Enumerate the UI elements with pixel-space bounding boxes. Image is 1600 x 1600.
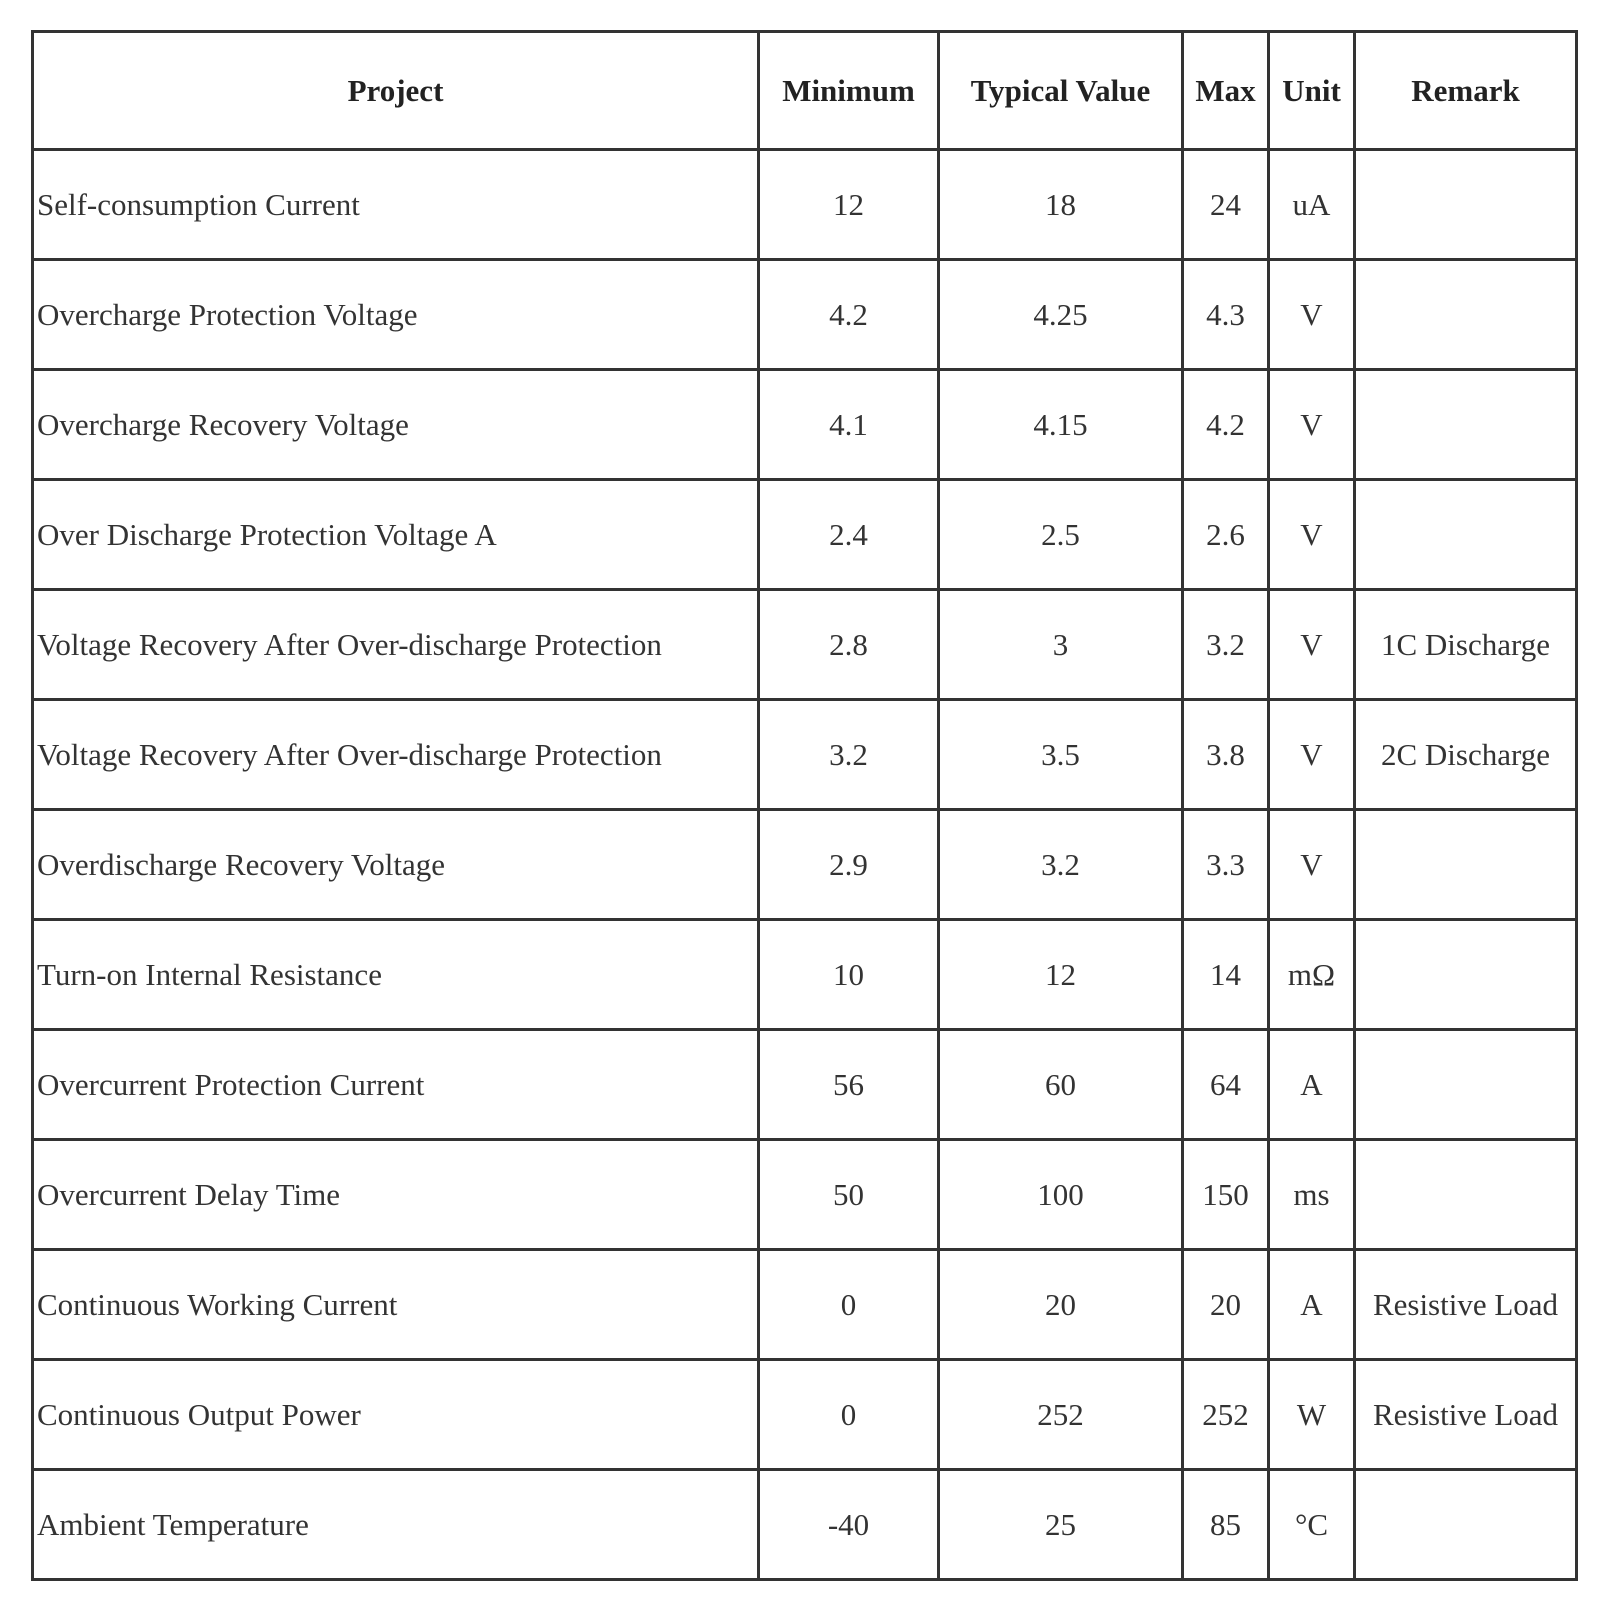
cell-typical-value: 252 <box>939 1360 1183 1470</box>
cell-minimum: 50 <box>759 1140 939 1250</box>
cell-project: Voltage Recovery After Over-discharge Protection <box>33 590 759 700</box>
cell-typical-value: 25 <box>939 1470 1183 1580</box>
cell-max: 3.2 <box>1183 590 1269 700</box>
cell-max: 20 <box>1183 1250 1269 1360</box>
header-max: Max <box>1183 32 1269 150</box>
cell-remark: Resistive Load <box>1355 1250 1577 1360</box>
cell-typical-value: 18 <box>939 150 1183 260</box>
cell-minimum: 4.2 <box>759 260 939 370</box>
cell-minimum: 10 <box>759 920 939 1030</box>
cell-typical-value: 100 <box>939 1140 1183 1250</box>
cell-unit: mΩ <box>1269 920 1355 1030</box>
cell-max: 14 <box>1183 920 1269 1030</box>
cell-project: Ambient Temperature <box>33 1470 759 1580</box>
cell-typical-value: 3.5 <box>939 700 1183 810</box>
cell-project: Overcurrent Delay Time <box>33 1140 759 1250</box>
table-row <box>33 590 1577 700</box>
cell-typical-value: 3.2 <box>939 810 1183 920</box>
cell-minimum: 56 <box>759 1030 939 1140</box>
cell-remark: Resistive Load <box>1355 1360 1577 1470</box>
cell-max: 85 <box>1183 1470 1269 1580</box>
cell-project: Overdischarge Recovery Voltage <box>33 810 759 920</box>
cell-minimum: 3.2 <box>759 700 939 810</box>
table-row <box>33 1140 1577 1250</box>
table-row <box>33 260 1577 370</box>
cell-max: 3.8 <box>1183 700 1269 810</box>
cell-unit: V <box>1269 590 1355 700</box>
cell-unit: A <box>1269 1250 1355 1360</box>
cell-remark <box>1355 1030 1577 1140</box>
cell-project: Continuous Output Power <box>33 1360 759 1470</box>
cell-remark: 2C Discharge <box>1355 700 1577 810</box>
cell-project: Turn-on Internal Resistance <box>33 920 759 1030</box>
cell-remark <box>1355 1470 1577 1580</box>
cell-max: 64 <box>1183 1030 1269 1140</box>
cell-remark <box>1355 260 1577 370</box>
cell-remark <box>1355 480 1577 590</box>
cell-unit: uA <box>1269 150 1355 260</box>
cell-unit: °C <box>1269 1470 1355 1580</box>
cell-typical-value: 20 <box>939 1250 1183 1360</box>
table-row <box>33 920 1577 1030</box>
table-row <box>33 1470 1577 1580</box>
cell-remark <box>1355 370 1577 480</box>
table-row <box>33 1030 1577 1140</box>
cell-max: 4.3 <box>1183 260 1269 370</box>
cell-minimum: 0 <box>759 1250 939 1360</box>
cell-typical-value: 4.15 <box>939 370 1183 480</box>
table-body <box>33 150 1577 1580</box>
cell-remark <box>1355 150 1577 260</box>
table-row <box>33 370 1577 480</box>
header-project: Project <box>33 32 759 150</box>
cell-minimum: 2.8 <box>759 590 939 700</box>
cell-typical-value: 3 <box>939 590 1183 700</box>
cell-minimum: 0 <box>759 1360 939 1470</box>
cell-typical-value: 2.5 <box>939 480 1183 590</box>
cell-max: 4.2 <box>1183 370 1269 480</box>
table-row <box>33 1250 1577 1360</box>
spec-table <box>31 30 1578 1581</box>
cell-remark <box>1355 920 1577 1030</box>
header-remark: Remark <box>1355 32 1577 150</box>
cell-typical-value: 12 <box>939 920 1183 1030</box>
cell-minimum: 2.9 <box>759 810 939 920</box>
cell-unit: ms <box>1269 1140 1355 1250</box>
header-row <box>33 32 1577 150</box>
cell-project: Overcurrent Protection Current <box>33 1030 759 1140</box>
cell-project: Overcharge Protection Voltage <box>33 260 759 370</box>
cell-project: Continuous Working Current <box>33 1250 759 1360</box>
cell-unit: V <box>1269 700 1355 810</box>
cell-unit: V <box>1269 370 1355 480</box>
table-header <box>33 32 1577 150</box>
cell-max: 2.6 <box>1183 480 1269 590</box>
cell-project: Self-consumption Current <box>33 150 759 260</box>
cell-remark: 1C Discharge <box>1355 590 1577 700</box>
cell-max: 24 <box>1183 150 1269 260</box>
cell-minimum: 12 <box>759 150 939 260</box>
cell-max: 252 <box>1183 1360 1269 1470</box>
cell-remark <box>1355 1140 1577 1250</box>
cell-minimum: 2.4 <box>759 480 939 590</box>
cell-project: Voltage Recovery After Over-discharge Protection <box>33 700 759 810</box>
cell-max: 3.3 <box>1183 810 1269 920</box>
cell-project: Over Discharge Protection Voltage A <box>33 480 759 590</box>
table-row <box>33 1360 1577 1470</box>
header-minimum: Minimum <box>759 32 939 150</box>
table-row <box>33 700 1577 810</box>
cell-remark <box>1355 810 1577 920</box>
cell-unit: V <box>1269 260 1355 370</box>
cell-unit: W <box>1269 1360 1355 1470</box>
cell-max: 150 <box>1183 1140 1269 1250</box>
table-row <box>33 810 1577 920</box>
header-unit: Unit <box>1269 32 1355 150</box>
cell-minimum: 4.1 <box>759 370 939 480</box>
table-row <box>33 480 1577 590</box>
cell-unit: A <box>1269 1030 1355 1140</box>
cell-typical-value: 60 <box>939 1030 1183 1140</box>
header-typical-value: Typical Value <box>939 32 1183 150</box>
cell-unit: V <box>1269 810 1355 920</box>
table-row <box>33 150 1577 260</box>
cell-unit: V <box>1269 480 1355 590</box>
cell-minimum: -40 <box>759 1470 939 1580</box>
cell-typical-value: 4.25 <box>939 260 1183 370</box>
cell-project: Overcharge Recovery Voltage <box>33 370 759 480</box>
